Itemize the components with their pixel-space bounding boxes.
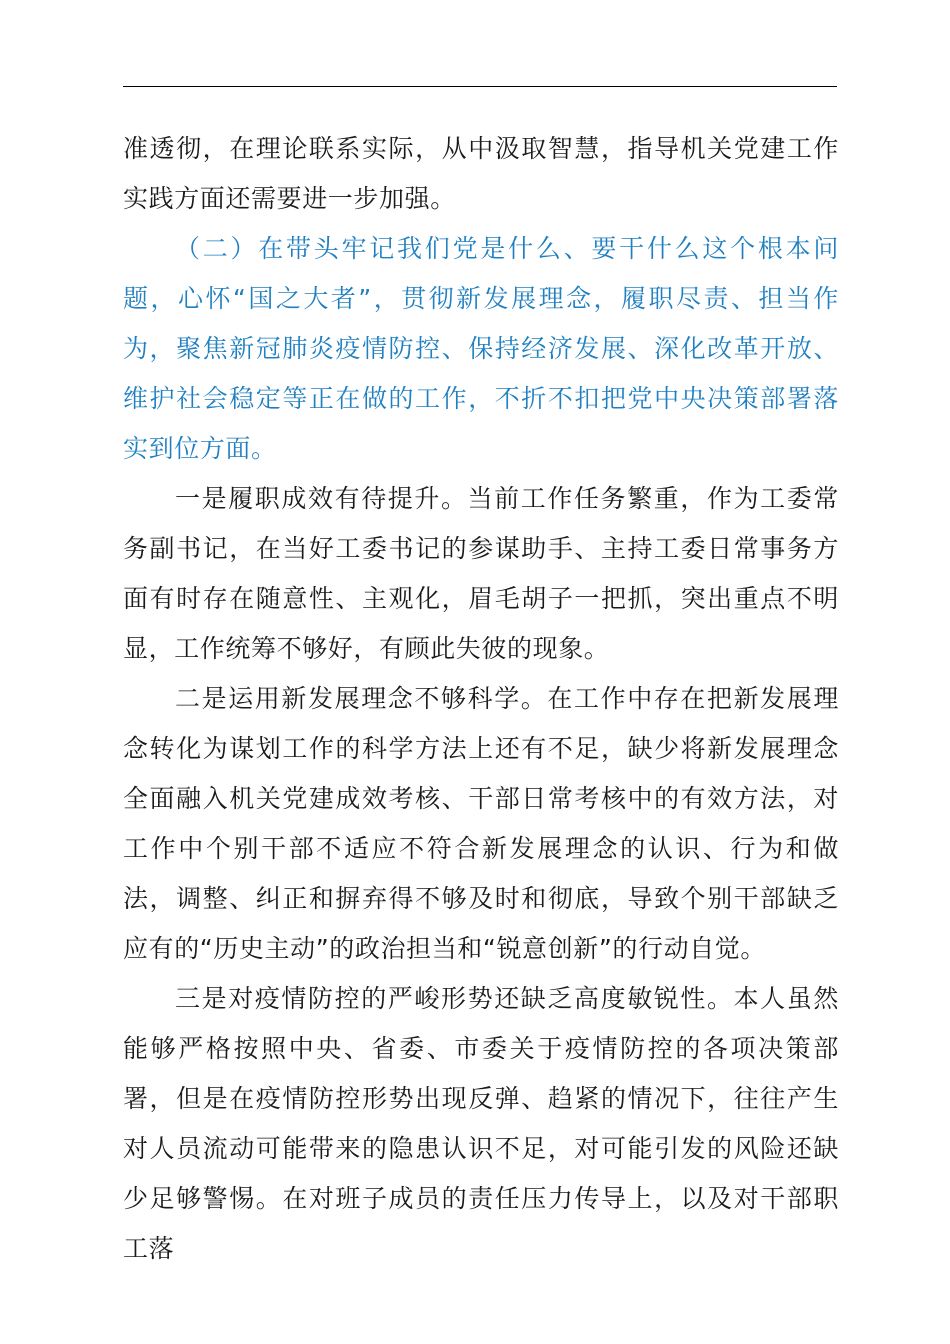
section-heading-2: （二）在带头牢记我们党是什么、要干什么这个根本问题，心怀“国之大者”，贯彻新发展理念，履职尽责、担当作为，聚焦新冠肺炎疫情防控、保持经济发展、深化改革开放、维护社会稳定等正在做的工作，不折不扣把党中央决策部署落实到位方面。 (123, 234, 839, 463)
paragraph-continuation: 准透彻，在理论联系实际，从中汲取智慧，指导机关党建工作实践方面还需要进一步加强。 (123, 134, 839, 213)
paragraph-point-2: 二是运用新发展理念不够科学。在工作中存在把新发展理念转化为谋划工作的科学方法上还有不足，缺少将新发展理念全面融入机关党建成效考核、干部日常考核中的有效方法，对工作中个别干部不适应不符合新发展理念的认识、行为和做法，调整、纠正和摒弃得不够及时和彻底，导致个别干部缺乏应有的“历史主动”的政治担当和“锐意创新”的行动自觉。 (123, 684, 839, 963)
document-body (123, 124, 839, 1274)
header-rule (123, 86, 837, 87)
paragraph-point-3: 三是对疫情防控的严峻形势还缺乏高度敏锐性。本人虽然能够严格按照中央、省委、市委关于疫情防控的各项决策部署，但是在疫情防控形势出现反弹、趋紧的情况下，往往产生对人员流动可能带来的隐患认识不足，对可能引发的风险还缺少足够警惕。在对班子成员的责任压力传导上，以及对干部职工落 (123, 984, 839, 1263)
paragraph-point-1: 一是履职成效有待提升。当前工作任务繁重，作为工委常务副书记，在当好工委书记的参谋助手、主持工委日常事务方面有时存在随意性、主观化，眉毛胡子一把抓，突出重点不明显，工作统筹不够好，有顾此失彼的现象。 (123, 484, 839, 663)
